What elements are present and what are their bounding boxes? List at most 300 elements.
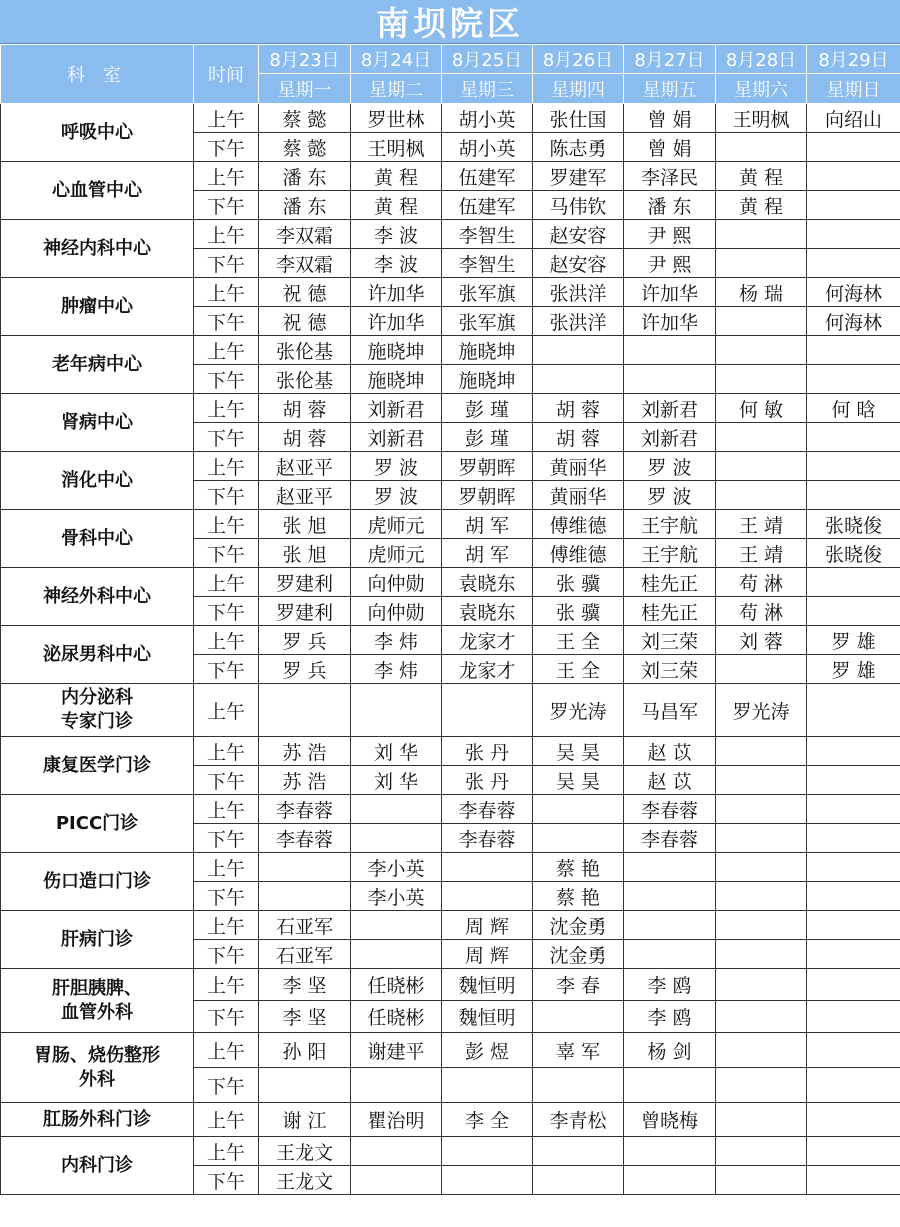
doctor-cell [351, 824, 442, 853]
doctor-cell [807, 969, 900, 1001]
doctor-cell: 赵安容 [533, 220, 624, 249]
doctor-cell: 罗 波 [624, 481, 716, 510]
doctor-cell: 胡 军 [442, 539, 533, 568]
doctor-cell: 李 鸥 [624, 1001, 716, 1033]
doctor-cell: 赵安容 [533, 249, 624, 278]
department-name: 消化中心 [1, 452, 194, 510]
doctor-cell: 瞿治明 [351, 1103, 442, 1137]
doctor-cell [533, 1166, 624, 1195]
doctor-cell: 胡 军 [442, 510, 533, 539]
header-weekday: 星期一 [259, 74, 351, 104]
doctor-cell: 何 晗 [807, 394, 900, 423]
doctor-cell [807, 911, 900, 940]
page-title: 南坝院区 [0, 0, 900, 44]
doctor-cell: 沈金勇 [533, 911, 624, 940]
doctor-cell: 张晓俊 [807, 539, 900, 568]
session-time: 上午 [194, 737, 259, 766]
doctor-cell [807, 481, 900, 510]
doctor-cell [533, 1068, 624, 1103]
doctor-cell: 向仲勋 [351, 597, 442, 626]
doctor-cell: 尹 熙 [624, 249, 716, 278]
department-name: 内科门诊 [1, 1137, 194, 1195]
doctor-cell: 魏恒明 [442, 969, 533, 1001]
doctor-cell: 施晓坤 [351, 365, 442, 394]
doctor-cell: 许加华 [351, 278, 442, 307]
doctor-cell [807, 452, 900, 481]
header-weekday: 星期日 [807, 74, 900, 104]
doctor-cell [442, 1137, 533, 1166]
session-time: 下午 [194, 1166, 259, 1195]
doctor-cell: 李 春 [533, 969, 624, 1001]
doctor-cell: 周 辉 [442, 940, 533, 969]
doctor-cell: 罗建利 [259, 597, 351, 626]
doctor-cell [716, 365, 807, 394]
doctor-cell: 刘三荣 [624, 655, 716, 684]
doctor-cell [624, 882, 716, 911]
department-name: 肾病中心 [1, 394, 194, 452]
doctor-cell: 许加华 [351, 307, 442, 336]
department-name: 康复医学门诊 [1, 737, 194, 795]
session-time: 上午 [194, 853, 259, 882]
doctor-cell: 蔡 艳 [533, 853, 624, 882]
session-time: 上午 [194, 568, 259, 597]
department-name [1, 969, 194, 1033]
doctor-cell: 辜 军 [533, 1033, 624, 1068]
doctor-cell [807, 1166, 900, 1195]
department-name: PICC门诊 [1, 795, 194, 853]
doctor-cell: 张伦基 [259, 365, 351, 394]
doctor-cell: 张军旗 [442, 278, 533, 307]
doctor-cell: 潘 东 [259, 162, 351, 191]
doctor-cell: 李春蓉 [259, 795, 351, 824]
header-weekday: 星期三 [442, 74, 533, 104]
table-row [1, 510, 900, 539]
doctor-cell: 李 炜 [351, 626, 442, 655]
doctor-cell [716, 1033, 807, 1068]
session-time: 下午 [194, 539, 259, 568]
doctor-cell: 伍建军 [442, 162, 533, 191]
doctor-cell: 罗 波 [351, 481, 442, 510]
doctor-cell: 罗世林 [351, 104, 442, 133]
doctor-cell: 祝 德 [259, 307, 351, 336]
doctor-cell: 蔡 艳 [533, 882, 624, 911]
doctor-cell: 胡 蓉 [259, 423, 351, 452]
doctor-cell [624, 911, 716, 940]
doctor-cell [442, 684, 533, 737]
doctor-cell: 李智生 [442, 220, 533, 249]
session-time: 上午 [194, 1103, 259, 1137]
doctor-cell: 张洪洋 [533, 278, 624, 307]
doctor-cell: 刘新君 [624, 423, 716, 452]
doctor-cell [442, 1068, 533, 1103]
doctor-cell [807, 568, 900, 597]
doctor-cell [533, 365, 624, 394]
doctor-cell: 罗建利 [259, 568, 351, 597]
doctor-cell [807, 597, 900, 626]
session-time: 下午 [194, 940, 259, 969]
doctor-cell [807, 220, 900, 249]
doctor-cell: 罗 波 [351, 452, 442, 481]
doctor-cell: 李 坚 [259, 1001, 351, 1033]
doctor-cell: 李 鸥 [624, 969, 716, 1001]
doctor-cell: 袁晓东 [442, 568, 533, 597]
department-name-line: 外科 [79, 1068, 115, 1090]
header-department: 科 室 [1, 45, 194, 104]
doctor-cell [716, 1137, 807, 1166]
doctor-cell: 苏 浩 [259, 766, 351, 795]
doctor-cell: 罗光涛 [716, 684, 807, 737]
table-row [1, 1033, 900, 1068]
doctor-cell: 李春蓉 [624, 824, 716, 853]
doctor-cell: 李双霜 [259, 249, 351, 278]
table-row [1, 684, 900, 737]
doctor-cell [807, 824, 900, 853]
session-time: 下午 [194, 249, 259, 278]
doctor-cell: 向仲勋 [351, 568, 442, 597]
doctor-cell [624, 336, 716, 365]
doctor-cell: 李 波 [351, 249, 442, 278]
doctor-cell: 李智生 [442, 249, 533, 278]
doctor-cell [442, 1166, 533, 1195]
doctor-cell [624, 365, 716, 394]
header-date: 8月29日 [807, 45, 900, 74]
doctor-cell: 王 靖 [716, 539, 807, 568]
doctor-cell [807, 737, 900, 766]
doctor-cell: 李春蓉 [442, 824, 533, 853]
session-time: 下午 [194, 655, 259, 684]
session-time: 上午 [194, 104, 259, 133]
department-name-line: 肝胆胰脾、 [52, 977, 142, 999]
doctor-cell [533, 1137, 624, 1166]
doctor-cell [351, 1137, 442, 1166]
doctor-cell: 刘 华 [351, 737, 442, 766]
table-row [1, 1137, 900, 1166]
doctor-cell: 赵 苡 [624, 766, 716, 795]
doctor-cell [807, 684, 900, 737]
doctor-cell: 龙家才 [442, 655, 533, 684]
doctor-cell: 谢建平 [351, 1033, 442, 1068]
header-date: 8月27日 [624, 45, 716, 74]
session-time: 下午 [194, 1068, 259, 1103]
doctor-cell: 刘新君 [351, 423, 442, 452]
doctor-cell: 罗 雄 [807, 655, 900, 684]
doctor-cell [716, 249, 807, 278]
header-time: 时间 [194, 45, 259, 104]
doctor-cell: 施晓坤 [351, 336, 442, 365]
session-time: 下午 [194, 882, 259, 911]
doctor-cell: 吴 昊 [533, 766, 624, 795]
table-row [1, 104, 900, 133]
doctor-cell: 潘 东 [624, 191, 716, 220]
doctor-cell: 任晓彬 [351, 1001, 442, 1033]
doctor-cell [716, 911, 807, 940]
doctor-cell: 许加华 [624, 278, 716, 307]
doctor-cell: 赵亚平 [259, 452, 351, 481]
doctor-cell [624, 1166, 716, 1195]
doctor-cell: 彭 瑾 [442, 423, 533, 452]
doctor-cell: 胡 蓉 [533, 423, 624, 452]
department-name: 骨科中心 [1, 510, 194, 568]
doctor-cell: 苟 淋 [716, 568, 807, 597]
doctor-cell [351, 1068, 442, 1103]
doctor-cell: 蔡 懿 [259, 133, 351, 162]
doctor-cell [716, 1166, 807, 1195]
doctor-cell: 傅维德 [533, 510, 624, 539]
doctor-cell: 李春蓉 [259, 824, 351, 853]
doctor-cell [351, 911, 442, 940]
table-row [1, 452, 900, 481]
doctor-cell: 罗朝晖 [442, 452, 533, 481]
doctor-cell [716, 481, 807, 510]
doctor-cell: 张 丹 [442, 737, 533, 766]
doctor-cell [807, 133, 900, 162]
doctor-cell [351, 940, 442, 969]
header-date: 8月24日 [351, 45, 442, 74]
doctor-cell [716, 940, 807, 969]
doctor-cell: 罗光涛 [533, 684, 624, 737]
doctor-cell: 王明枫 [351, 133, 442, 162]
doctor-cell: 许加华 [624, 307, 716, 336]
doctor-cell: 彭 煜 [442, 1033, 533, 1068]
doctor-cell: 苏 浩 [259, 737, 351, 766]
header-date: 8月28日 [716, 45, 807, 74]
table-row [1, 568, 900, 597]
session-time: 上午 [194, 162, 259, 191]
doctor-cell [807, 1068, 900, 1103]
doctor-cell: 李双霜 [259, 220, 351, 249]
doctor-cell: 杨 瑞 [716, 278, 807, 307]
doctor-cell: 胡小英 [442, 104, 533, 133]
department-name: 肿瘤中心 [1, 278, 194, 336]
doctor-cell: 蔡 懿 [259, 104, 351, 133]
session-time: 上午 [194, 278, 259, 307]
session-time: 下午 [194, 365, 259, 394]
doctor-cell: 李 全 [442, 1103, 533, 1137]
table-row [1, 626, 900, 655]
doctor-cell [624, 853, 716, 882]
header-weekday: 星期五 [624, 74, 716, 104]
doctor-cell [624, 1068, 716, 1103]
doctor-cell: 罗建军 [533, 162, 624, 191]
doctor-cell [807, 191, 900, 220]
department-name: 神经内科中心 [1, 220, 194, 278]
doctor-cell: 石亚军 [259, 911, 351, 940]
session-time: 下午 [194, 133, 259, 162]
session-time: 下午 [194, 597, 259, 626]
doctor-cell [716, 1068, 807, 1103]
department-name: 心血管中心 [1, 162, 194, 220]
doctor-cell [807, 795, 900, 824]
doctor-cell: 赵亚平 [259, 481, 351, 510]
doctor-cell: 刘新君 [351, 394, 442, 423]
department-name-line: 胃肠、烧伤整形 [34, 1044, 160, 1066]
session-time: 下午 [194, 766, 259, 795]
doctor-cell: 李小英 [351, 882, 442, 911]
doctor-cell: 施晓坤 [442, 365, 533, 394]
department-name: 泌尿男科中心 [1, 626, 194, 684]
header-weekday: 星期二 [351, 74, 442, 104]
doctor-cell: 谢 江 [259, 1103, 351, 1137]
header-weekday: 星期四 [533, 74, 624, 104]
doctor-cell: 杨 剑 [624, 1033, 716, 1068]
doctor-cell: 李青松 [533, 1103, 624, 1137]
doctor-cell [351, 684, 442, 737]
doctor-cell [807, 162, 900, 191]
doctor-cell: 曾 娟 [624, 104, 716, 133]
doctor-cell [442, 853, 533, 882]
doctor-cell: 胡 蓉 [533, 394, 624, 423]
table-row [1, 220, 900, 249]
doctor-cell [716, 882, 807, 911]
doctor-cell: 张 骥 [533, 568, 624, 597]
doctor-cell: 罗朝晖 [442, 481, 533, 510]
doctor-cell [533, 336, 624, 365]
doctor-cell: 黄丽华 [533, 452, 624, 481]
doctor-cell: 王宇航 [624, 539, 716, 568]
doctor-cell [533, 1001, 624, 1033]
doctor-cell: 虎师元 [351, 539, 442, 568]
doctor-cell [716, 1103, 807, 1137]
doctor-cell [807, 853, 900, 882]
doctor-cell: 胡小英 [442, 133, 533, 162]
session-time: 下午 [194, 824, 259, 853]
session-time: 上午 [194, 394, 259, 423]
doctor-cell [533, 824, 624, 853]
doctor-cell: 黄丽华 [533, 481, 624, 510]
doctor-cell: 刘三荣 [624, 626, 716, 655]
doctor-cell: 黄 程 [716, 162, 807, 191]
doctor-cell: 李 波 [351, 220, 442, 249]
session-time: 上午 [194, 684, 259, 737]
header-date: 8月26日 [533, 45, 624, 74]
session-time: 上午 [194, 969, 259, 1001]
doctor-cell: 王龙文 [259, 1166, 351, 1195]
doctor-cell [716, 423, 807, 452]
doctor-cell: 何海林 [807, 278, 900, 307]
doctor-cell [442, 882, 533, 911]
schedule-body [1, 104, 900, 1195]
doctor-cell [807, 249, 900, 278]
session-time: 上午 [194, 220, 259, 249]
doctor-cell: 李 坚 [259, 969, 351, 1001]
doctor-cell: 李春蓉 [624, 795, 716, 824]
session-time: 上午 [194, 1033, 259, 1068]
doctor-cell: 罗 雄 [807, 626, 900, 655]
doctor-cell: 王 全 [533, 655, 624, 684]
table-row [1, 853, 900, 882]
doctor-cell: 沈金勇 [533, 940, 624, 969]
doctor-cell: 刘 蓉 [716, 626, 807, 655]
doctor-cell: 王 靖 [716, 510, 807, 539]
doctor-cell: 石亚军 [259, 940, 351, 969]
doctor-cell: 罗 兵 [259, 655, 351, 684]
doctor-cell: 张 旭 [259, 539, 351, 568]
doctor-cell: 马伟钦 [533, 191, 624, 220]
doctor-cell: 李小英 [351, 853, 442, 882]
doctor-cell [716, 655, 807, 684]
doctor-cell: 苟 淋 [716, 597, 807, 626]
table-row [1, 969, 900, 1001]
doctor-cell [807, 1103, 900, 1137]
doctor-cell: 祝 德 [259, 278, 351, 307]
session-time: 上午 [194, 452, 259, 481]
doctor-cell: 彭 瑾 [442, 394, 533, 423]
header-weekday: 星期六 [716, 74, 807, 104]
doctor-cell [259, 853, 351, 882]
doctor-cell: 王宇航 [624, 510, 716, 539]
session-time: 上午 [194, 1137, 259, 1166]
doctor-cell [807, 1137, 900, 1166]
doctor-cell: 何海林 [807, 307, 900, 336]
session-time: 下午 [194, 191, 259, 220]
table-row [1, 737, 900, 766]
department-name: 伤口造口门诊 [1, 853, 194, 911]
doctor-cell: 马昌军 [624, 684, 716, 737]
doctor-cell [807, 1001, 900, 1033]
doctor-cell [716, 336, 807, 365]
doctor-cell: 黄 程 [351, 162, 442, 191]
doctor-cell: 刘新君 [624, 394, 716, 423]
doctor-cell [807, 766, 900, 795]
doctor-cell: 赵 苡 [624, 737, 716, 766]
doctor-cell [259, 882, 351, 911]
doctor-cell: 伍建军 [442, 191, 533, 220]
doctor-cell: 虎师元 [351, 510, 442, 539]
doctor-cell [807, 336, 900, 365]
doctor-cell: 袁晓东 [442, 597, 533, 626]
doctor-cell [807, 423, 900, 452]
doctor-cell: 吴 昊 [533, 737, 624, 766]
doctor-cell: 刘 华 [351, 766, 442, 795]
doctor-cell: 罗 波 [624, 452, 716, 481]
doctor-cell: 桂先正 [624, 568, 716, 597]
table-row [1, 1103, 900, 1137]
doctor-cell [533, 795, 624, 824]
doctor-cell: 黄 程 [351, 191, 442, 220]
session-time: 上午 [194, 510, 259, 539]
doctor-cell [716, 853, 807, 882]
department-name: 呼吸中心 [1, 104, 194, 162]
doctor-cell: 王龙文 [259, 1137, 351, 1166]
department-name-line: 血管外科 [61, 1001, 133, 1023]
session-time: 下午 [194, 423, 259, 452]
doctor-cell [716, 766, 807, 795]
doctor-cell: 李泽民 [624, 162, 716, 191]
department-name-line: 内分泌科 [61, 687, 133, 708]
department-name: 神经外科中心 [1, 568, 194, 626]
doctor-cell: 张伦基 [259, 336, 351, 365]
department-name: 肝病门诊 [1, 911, 194, 969]
doctor-cell: 任晓彬 [351, 969, 442, 1001]
doctor-cell [807, 1033, 900, 1068]
doctor-cell: 张 丹 [442, 766, 533, 795]
doctor-cell [351, 1166, 442, 1195]
doctor-cell: 黄 程 [716, 191, 807, 220]
doctor-cell [351, 795, 442, 824]
doctor-cell: 李 炜 [351, 655, 442, 684]
session-time: 下午 [194, 307, 259, 336]
session-time: 上午 [194, 626, 259, 655]
schedule-table [0, 44, 900, 1195]
doctor-cell [624, 1137, 716, 1166]
doctor-cell: 桂先正 [624, 597, 716, 626]
doctor-cell [807, 365, 900, 394]
department-name: 肛肠外科门诊 [1, 1103, 194, 1137]
table-row [1, 394, 900, 423]
doctor-cell: 胡 蓉 [259, 394, 351, 423]
doctor-cell [716, 824, 807, 853]
doctor-cell [716, 220, 807, 249]
